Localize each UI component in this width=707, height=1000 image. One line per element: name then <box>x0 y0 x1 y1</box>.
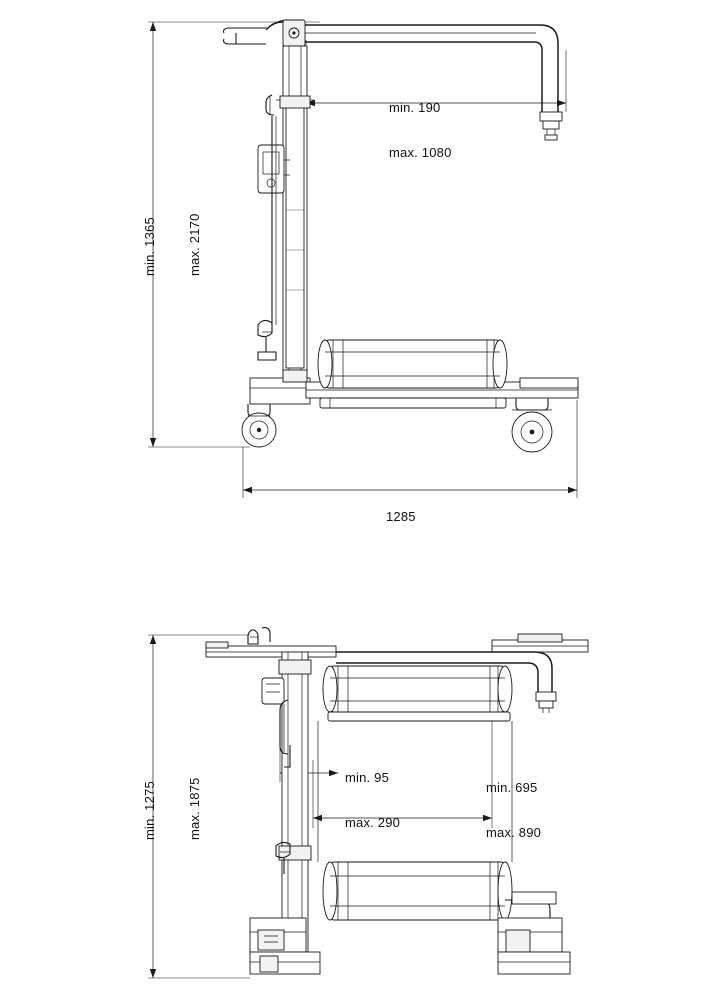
base-length-value: 1285 <box>386 509 416 524</box>
height-max-value: max. 2170 <box>187 213 202 276</box>
dim-label-base-length <box>386 479 416 554</box>
front-view <box>0 600 707 1000</box>
dim-label-reach <box>389 70 452 190</box>
reach-min-value: min. 190 <box>389 100 441 115</box>
height-max-value-2: max. 1875 <box>187 777 202 840</box>
inner-min-value: min. 95 <box>345 770 390 785</box>
dim-label-overall-height-2 <box>112 777 232 840</box>
dim-label-outer-width <box>486 750 541 870</box>
height-min-value: min. 1365 <box>142 217 157 276</box>
reach-max-value: max. 1080 <box>389 145 452 160</box>
height-min-value-2: min. 1275 <box>142 781 157 840</box>
outer-min-value: min. 695 <box>486 780 538 795</box>
inner-max-value: max. 290 <box>345 815 401 830</box>
outer-max-value: max. 890 <box>486 825 542 840</box>
dim-label-inner-width <box>345 740 400 860</box>
dim-label-overall-height <box>112 213 232 276</box>
